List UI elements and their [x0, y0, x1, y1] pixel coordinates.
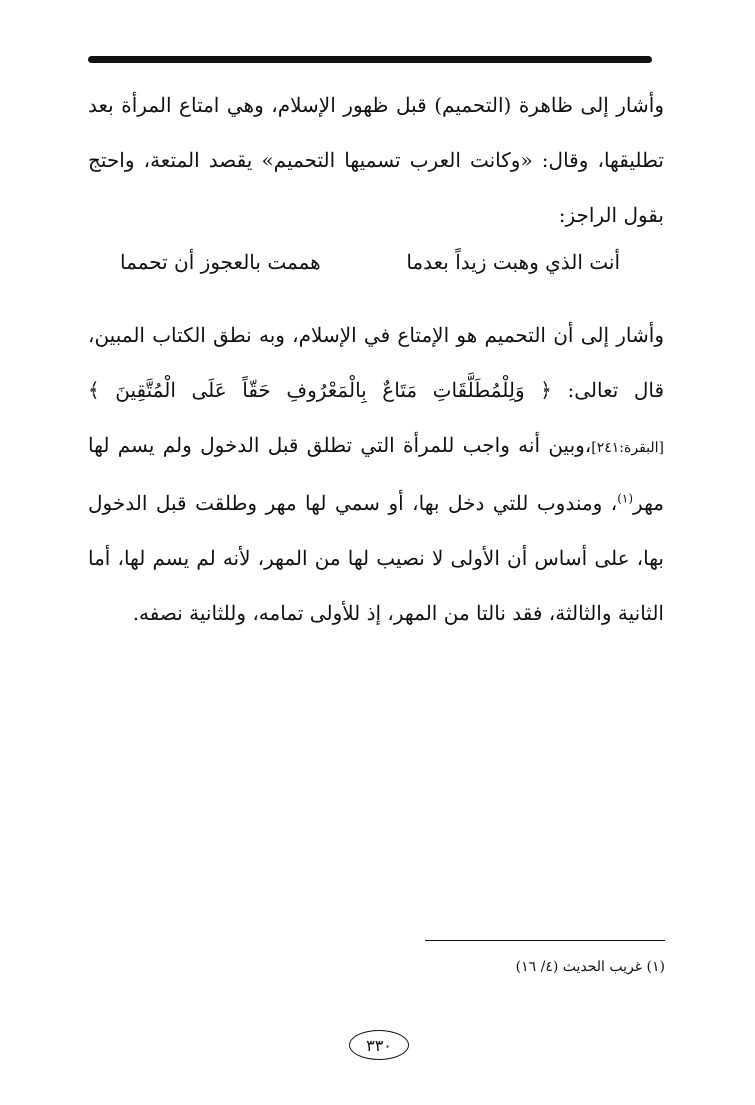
- page-number: [349, 1030, 409, 1060]
- quran-reference: [البقرة:٢٤١]: [591, 440, 664, 456]
- footnote-marker: (١): [617, 491, 634, 506]
- quran-verse: ﴿ وَلِلْمُطَلَّقَاتِ مَتَاعٌ بِالْمَعْرُوفِ حَقّاً عَلَى الْمُتَّقِينَ ﴾: [88, 378, 552, 402]
- header-rule: [88, 56, 652, 63]
- poetry-verse: [120, 242, 620, 282]
- paragraph-2-part-a: ،وبين أنه واجب للمرأة التي تطلق قبل الدخول ولم يسم لها مهر: [88, 433, 664, 515]
- page-number-label: ٣٣٠: [366, 1035, 392, 1055]
- verse-second-hemistich: هممت بالعجوز أن تحمما: [120, 250, 321, 274]
- footnote: (١) غريب الحديث (٤/ ١٦): [515, 959, 665, 975]
- paragraph-1: وأشار إلى ظاهرة (التحميم) قبل ظهور الإسلام، وهي امتاع المرأة بعد تطليقها، وقال: «وكانت العرب تسميها التحميم» يقصد المتعة، واحتج بقول الراجز:: [88, 93, 664, 227]
- paragraph-2-intro: وأشار إلى أن التحميم هو الإمتاع في الإسلام، وبه نطق الكتاب المبين، قال تعالى:: [88, 323, 665, 402]
- paragraph-2: [88, 308, 664, 641]
- footnote-rule: [425, 940, 665, 941]
- verse-first-hemistich: أنت الذي وهبت زيداً بعدما: [406, 250, 620, 274]
- paragraph-2-part-b: ، ومندوب للتي دخل بها، أو سمي لها مهر وطلقت قبل الدخول بها، على أساس أن الأولى لا نصيب لها من المهر، لأنه لم يسم لها، أما الثانية والثالثة، فقد نالتا من المهر، إذ للأولى تمامه، وللثانية نصفه.: [88, 491, 664, 625]
